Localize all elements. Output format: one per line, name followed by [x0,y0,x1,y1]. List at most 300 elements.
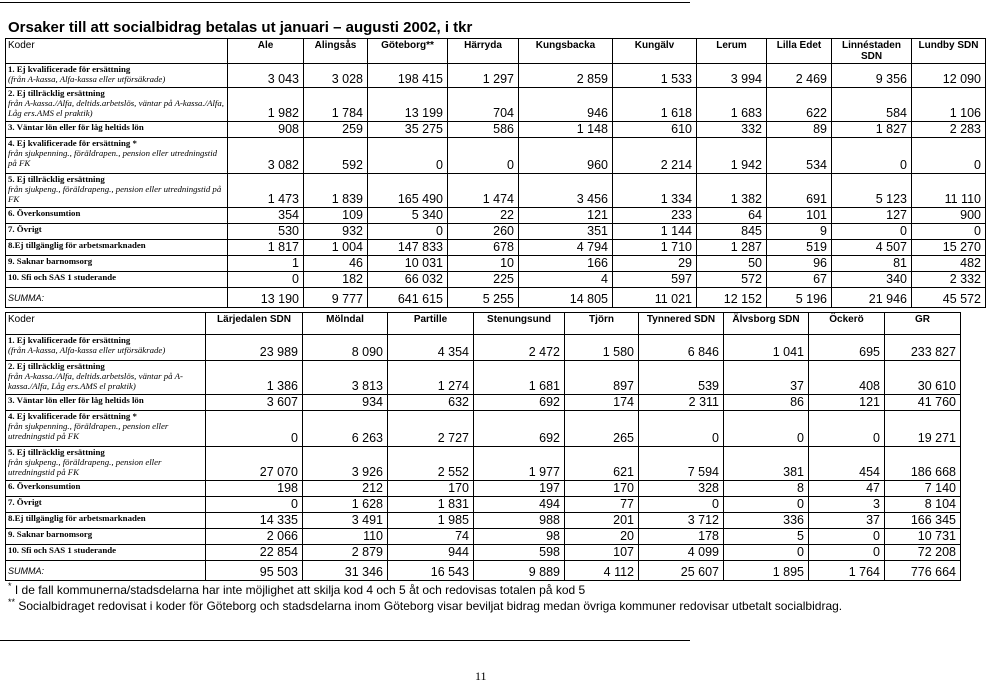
value-cell: 1 827 [832,122,912,138]
table-row [6,497,961,513]
row-code: 1. Ej kvalificerade för ersättning [8,335,131,345]
table-row [6,545,961,561]
value-cell: 678 [448,240,519,256]
row-label [6,224,228,240]
table-row [6,395,961,411]
value-cell: 8 104 [885,497,961,513]
value-cell: 572 [697,272,767,288]
value-cell: 86 [724,395,809,411]
value-cell: 2 311 [639,395,724,411]
value-cell: 0 [724,545,809,561]
row-code: 2. Ej tillräcklig ersättning [8,88,105,98]
row-description: (från A-kassa, Alfa-kassa eller utförsäkrade) [8,74,166,84]
value-cell: 2 332 [912,272,986,288]
summa-cell: 31 346 [303,561,388,581]
value-cell: 530 [228,224,304,240]
value-cell: 1 618 [613,88,697,122]
value-cell: 89 [767,122,832,138]
row-code: 5. Ej tillräcklig ersättning [8,447,105,457]
row-code: 4. Ej kvalificerade för ersättning * [8,411,137,421]
value-cell: 1 474 [448,174,519,208]
value-cell: 1 839 [304,174,368,208]
page-title: Orsaker till att socialbidrag betalas ut januari – augusti 2002, i tkr [8,19,473,36]
column-header: Kungsbacka [519,39,613,64]
column-header: GR [885,313,961,335]
value-cell: 845 [697,224,767,240]
table-municipalities-1 [5,38,986,308]
value-cell: 1 386 [206,361,303,395]
value-cell: 592 [304,138,368,174]
value-cell: 0 [912,224,986,240]
value-cell: 2 472 [474,335,565,361]
row-description: från sjukpeng., föräldrapeng., pension eller utredningstid på FK [8,457,162,477]
value-cell: 22 854 [206,545,303,561]
value-cell: 944 [388,545,474,561]
value-cell: 0 [368,138,448,174]
value-cell: 328 [639,481,724,497]
value-cell: 1 297 [448,64,519,88]
value-cell: 110 [303,529,388,545]
row-code: 8.Ej tillgänglig för arbetsmarknaden [8,240,146,250]
row-label [6,88,228,122]
value-cell: 5 [724,529,809,545]
value-cell: 4 794 [519,240,613,256]
value-cell: 147 833 [368,240,448,256]
summa-cell: 4 112 [565,561,639,581]
value-cell: 8 [724,481,809,497]
row-code: 3. Väntar lön eller för låg heltids lön [8,395,144,405]
value-cell: 1 533 [613,64,697,88]
value-cell: 1 784 [304,88,368,122]
table-row [6,411,961,447]
value-cell: 0 [448,138,519,174]
column-header: Lundby SDN [912,39,986,64]
table-row [6,64,986,88]
summa-cell: 9 889 [474,561,565,581]
value-cell: 1 041 [724,335,809,361]
table-municipalities-2 [5,312,961,581]
koder-header: Koder [6,39,228,64]
value-cell: 182 [304,272,368,288]
row-description: från sjukpeng., föräldrapeng., pension eller utredningstid på FK [8,184,222,204]
value-cell: 50 [697,256,767,272]
summa-row [6,288,986,308]
value-cell: 74 [388,529,474,545]
value-cell: 127 [832,208,912,224]
value-cell: 41 760 [885,395,961,411]
summa-cell: 9 777 [304,288,368,308]
footer-rule [0,640,690,641]
value-cell: 165 490 [368,174,448,208]
value-cell: 5 123 [832,174,912,208]
value-cell: 0 [228,272,304,288]
row-code: 1. Ej kvalificerade för ersättning [8,64,131,74]
value-cell: 4 507 [832,240,912,256]
value-cell: 96 [767,256,832,272]
value-cell: 22 [448,208,519,224]
summa-cell: 14 805 [519,288,613,308]
value-cell: 1 985 [388,513,474,529]
table-row [6,361,961,395]
summa-cell: 16 543 [388,561,474,581]
row-label [6,411,206,447]
row-label [6,497,206,513]
value-cell: 14 335 [206,513,303,529]
value-cell: 2 859 [519,64,613,88]
row-code: 8.Ej tillgänglig för arbetsmarknaden [8,513,146,523]
value-cell: 534 [767,138,832,174]
value-cell: 166 [519,256,613,272]
value-cell: 932 [304,224,368,240]
row-code: 7. Övrigt [8,224,42,234]
value-cell: 988 [474,513,565,529]
row-label [6,208,228,224]
value-cell: 1 628 [303,497,388,513]
value-cell: 4 354 [388,335,474,361]
row-label [6,174,228,208]
value-cell: 494 [474,497,565,513]
row-code: 2. Ej tillräcklig ersättning [8,361,105,371]
summa-cell: 45 572 [912,288,986,308]
value-cell: 340 [832,272,912,288]
value-cell: 0 [724,497,809,513]
value-cell: 1 334 [613,174,697,208]
value-cell: 198 415 [368,64,448,88]
column-header: Härryda [448,39,519,64]
table-row [6,335,961,361]
value-cell: 0 [206,497,303,513]
page-number: 11 [475,669,487,683]
value-cell: 170 [565,481,639,497]
value-cell: 897 [565,361,639,395]
row-label [6,545,206,561]
value-cell: 8 090 [303,335,388,361]
value-cell: 265 [565,411,639,447]
value-cell: 0 [206,411,303,447]
value-cell: 1 473 [228,174,304,208]
table-row [6,240,986,256]
value-cell: 0 [639,411,724,447]
column-header: Ale [228,39,304,64]
row-label [6,529,206,545]
row-code: 3. Väntar lön eller för låg heltids lön [8,122,144,132]
value-cell: 3 028 [304,64,368,88]
value-cell: 598 [474,545,565,561]
row-description: från A-kassa./Alfa, deltids.arbetslös, väntar på A-kassa./Alfa, Låg ers.AMS el praktik) [8,371,183,391]
row-label [6,447,206,481]
value-cell: 946 [519,88,613,122]
row-label [6,122,228,138]
table-row [6,174,986,208]
row-code: 10. Sfi och SAS 1 studerande [8,272,117,282]
footnotes [8,582,842,614]
value-cell: 29 [613,256,697,272]
column-header: Tjörn [565,313,639,335]
value-cell: 691 [767,174,832,208]
value-cell: 622 [767,88,832,122]
value-cell: 6 263 [303,411,388,447]
column-header: Lilla Edet [767,39,832,64]
column-header: Partille [388,313,474,335]
value-cell: 77 [565,497,639,513]
value-cell: 7 140 [885,481,961,497]
summa-label [6,561,206,581]
row-label [6,64,228,88]
value-cell: 4 099 [639,545,724,561]
value-cell: 166 345 [885,513,961,529]
header-row [6,39,986,64]
value-cell: 632 [388,395,474,411]
footnote-2: ** Socialbidraget redovisat i koder för Göteborg och stadsdelarna inom Göteborg visar beviljat bidrag medan övriga kommuner redovisar utbetalt socialbidrag. [8,597,843,613]
value-cell: 454 [809,447,885,481]
value-cell: 519 [767,240,832,256]
summa-cell: 13 190 [228,288,304,308]
value-cell: 1 982 [228,88,304,122]
value-cell: 1 817 [228,240,304,256]
value-cell: 198 [206,481,303,497]
value-cell: 7 594 [639,447,724,481]
value-cell: 5 340 [368,208,448,224]
value-cell: 336 [724,513,809,529]
value-cell: 0 [724,411,809,447]
table-row [6,122,986,138]
row-code: 5. Ej tillräcklig ersättning [8,174,105,184]
value-cell: 23 989 [206,335,303,361]
value-cell: 3 082 [228,138,304,174]
summa-row [6,561,961,581]
summa-cell: 1 764 [809,561,885,581]
row-label [6,240,228,256]
row-label [6,361,206,395]
value-cell: 1 004 [304,240,368,256]
value-cell: 1 831 [388,497,474,513]
value-cell: 2 727 [388,411,474,447]
row-code: 4. Ej kvalificerade för ersättning * [8,138,137,148]
value-cell: 178 [639,529,724,545]
value-cell: 692 [474,411,565,447]
column-header: Alingsås [304,39,368,64]
table-row [6,529,961,545]
value-cell: 35 275 [368,122,448,138]
summa-cell: 25 607 [639,561,724,581]
value-cell: 4 [519,272,613,288]
row-label [6,138,228,174]
row-description: från sjukpenning., föräldrapen., pension eller utredningstid på FK [8,148,218,168]
row-label [6,481,206,497]
row-label [6,335,206,361]
row-label [6,256,228,272]
value-cell: 695 [809,335,885,361]
value-cell: 30 610 [885,361,961,395]
value-cell: 121 [809,395,885,411]
value-cell: 1 710 [613,240,697,256]
table-row [6,138,986,174]
value-cell: 101 [767,208,832,224]
value-cell: 1 942 [697,138,767,174]
value-cell: 107 [565,545,639,561]
value-cell: 2 469 [767,64,832,88]
row-code: 6. Överkonsumtion [8,481,81,491]
top-rule [0,2,690,3]
summa-cell: 5 255 [448,288,519,308]
column-header: Öckerö [809,313,885,335]
value-cell: 19 271 [885,411,961,447]
value-cell: 67 [767,272,832,288]
table-row [6,447,961,481]
table-row [6,224,986,240]
value-cell: 0 [832,138,912,174]
value-cell: 3 712 [639,513,724,529]
value-cell: 260 [448,224,519,240]
column-header: Kungälv [613,39,697,64]
value-cell: 37 [724,361,809,395]
value-cell: 3 607 [206,395,303,411]
row-code: 10. Sfi och SAS 1 studerande [8,545,117,555]
column-header: Stenungsund [474,313,565,335]
summa-cell: 95 503 [206,561,303,581]
value-cell: 621 [565,447,639,481]
table-row [6,272,986,288]
value-cell: 9 356 [832,64,912,88]
value-cell: 584 [832,88,912,122]
value-cell: 2 552 [388,447,474,481]
value-cell: 197 [474,481,565,497]
summa-cell: 12 152 [697,288,767,308]
value-cell: 908 [228,122,304,138]
value-cell: 212 [303,481,388,497]
row-code: 7. Övrigt [8,497,42,507]
value-cell: 186 668 [885,447,961,481]
value-cell: 381 [724,447,809,481]
header-row [6,313,961,335]
row-description: från sjukpenning., föräldrapen., pension eller utredningstid på FK [8,421,169,441]
value-cell: 0 [832,224,912,240]
value-cell: 201 [565,513,639,529]
column-header: Mölndal [303,313,388,335]
row-label [6,513,206,529]
value-cell: 81 [832,256,912,272]
value-cell: 1 274 [388,361,474,395]
value-cell: 0 [809,529,885,545]
value-cell: 1 977 [474,447,565,481]
value-cell: 20 [565,529,639,545]
value-cell: 704 [448,88,519,122]
value-cell: 12 090 [912,64,986,88]
value-cell: 174 [565,395,639,411]
summa-label [6,288,228,308]
value-cell: 98 [474,529,565,545]
value-cell: 13 199 [368,88,448,122]
value-cell: 1 681 [474,361,565,395]
value-cell: 610 [613,122,697,138]
column-header: Göteborg** [368,39,448,64]
value-cell: 692 [474,395,565,411]
table-row [6,208,986,224]
value-cell: 2 283 [912,122,986,138]
value-cell: 233 827 [885,335,961,361]
value-cell: 64 [697,208,767,224]
row-description: (från A-kassa, Alfa-kassa eller utförsäkrade) [8,345,166,355]
value-cell: 6 846 [639,335,724,361]
value-cell: 1 148 [519,122,613,138]
koder-header: Koder [6,313,206,335]
value-cell: 332 [697,122,767,138]
value-cell: 586 [448,122,519,138]
value-cell: 3 994 [697,64,767,88]
value-cell: 10 031 [368,256,448,272]
column-header: Tynnered SDN [639,313,724,335]
row-code: 9. Saknar barnomsorg [8,529,93,539]
value-cell: 1 287 [697,240,767,256]
column-header: Lerum [697,39,767,64]
table-row [6,513,961,529]
summa-cell: 1 895 [724,561,809,581]
value-cell: 1 [228,256,304,272]
row-label [6,395,206,411]
value-cell: 0 [368,224,448,240]
value-cell: 3 [809,497,885,513]
summa-cell: 641 615 [368,288,448,308]
summa-text: SUMMA: [8,292,44,303]
row-code: 9. Saknar barnomsorg [8,256,93,266]
value-cell: 482 [912,256,986,272]
value-cell: 0 [639,497,724,513]
summa-cell: 776 664 [885,561,961,581]
value-cell: 121 [519,208,613,224]
value-cell: 0 [912,138,986,174]
summa-cell: 21 946 [832,288,912,308]
value-cell: 170 [388,481,474,497]
value-cell: 3 456 [519,174,613,208]
value-cell: 66 032 [368,272,448,288]
table-row [6,88,986,122]
value-cell: 3 813 [303,361,388,395]
value-cell: 10 731 [885,529,961,545]
value-cell: 9 [767,224,832,240]
row-code: 6. Överkonsumtion [8,208,81,218]
value-cell: 225 [448,272,519,288]
table-row [6,256,986,272]
value-cell: 2 214 [613,138,697,174]
value-cell: 2 066 [206,529,303,545]
value-cell: 1 106 [912,88,986,122]
value-cell: 2 879 [303,545,388,561]
value-cell: 1 580 [565,335,639,361]
value-cell: 934 [303,395,388,411]
row-label [6,272,228,288]
value-cell: 15 270 [912,240,986,256]
summa-cell: 11 021 [613,288,697,308]
column-header: Lärjedalen SDN [206,313,303,335]
row-description: från A-kassa./Alfa, deltids.arbetslös, väntar på A-kassa./Alfa, Låg ers.AMS el praktik) [8,98,224,118]
value-cell: 597 [613,272,697,288]
value-cell: 1 382 [697,174,767,208]
value-cell: 37 [809,513,885,529]
value-cell: 539 [639,361,724,395]
value-cell: 3 043 [228,64,304,88]
footnote-1: * I de fall kommunerna/stadsdelarna har inte möjlighet att skilja kod 4 och 5 åt och redovisas totalen på kod 5 [8,581,586,597]
value-cell: 47 [809,481,885,497]
value-cell: 3 491 [303,513,388,529]
value-cell: 72 208 [885,545,961,561]
value-cell: 0 [809,545,885,561]
value-cell: 11 110 [912,174,986,208]
value-cell: 233 [613,208,697,224]
value-cell: 10 [448,256,519,272]
value-cell: 354 [228,208,304,224]
value-cell: 1 144 [613,224,697,240]
value-cell: 27 070 [206,447,303,481]
